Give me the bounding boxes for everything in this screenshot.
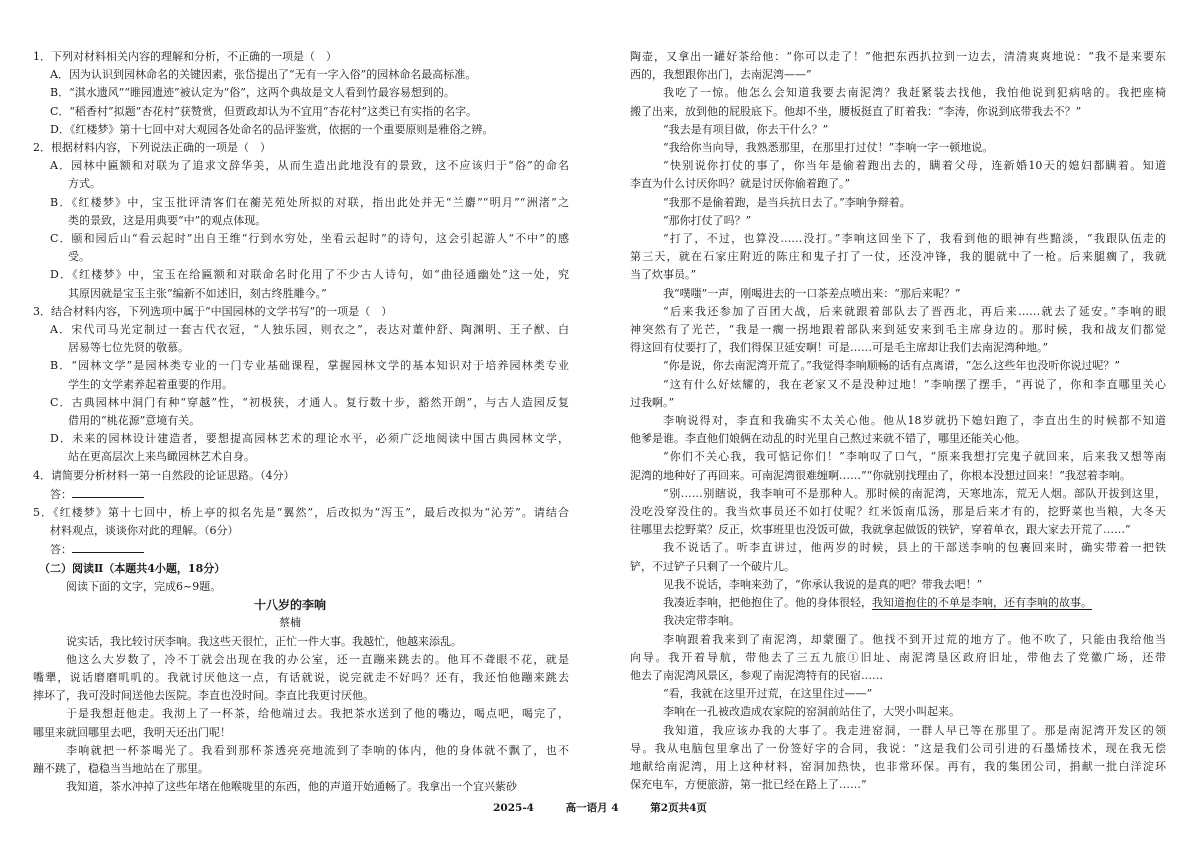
story-right-a-paragraph-5-line-1: “快别说你打仗的事了，你当年是偷着跑出去的，瞒着父母，连新婚10天的媳妇都瞒着。知道 bbox=[663, 159, 1166, 173]
story-right-a-paragraph-15-line-2: 没吃没穿没住的。我当炊事员还不如打仗呢？红米饭南瓜汤，那是后来才有的，挖野菜也当粮，大冬天 bbox=[630, 505, 1166, 519]
question-1-option-a-line-1: A．因为认识到园林命名的关键因素，张岱提出了“无有一字入俗”的园林命名最高标准。 bbox=[50, 68, 477, 82]
story-right-a-paragraph-11-line-1: “你是说，你去南泥湾开荒了。”我觉得李响顺畅的话有点离谱，“怎么这些年也没听你说过呢？” bbox=[663, 359, 1120, 373]
story-right-a-paragraph-2-line-1: 我吃了一惊。他怎么会知道我要去南泥湾？我赶紧装去找他，我怕他说到犯病啥的。我把座椅 bbox=[663, 86, 1166, 100]
story-right-a-paragraph-9 bbox=[630, 285, 1166, 303]
question-2-option-c bbox=[50, 230, 569, 266]
story-right-b-paragraph-4 bbox=[630, 703, 1166, 721]
story-right-a-paragraph-10 bbox=[630, 303, 1166, 358]
story-paragraph-embrace-line-1 bbox=[630, 594, 1166, 612]
question-3-option-d-line-1: D．未来的园林设计建造者，要想提高园林艺术的理论水平，必须广泛地阅读中国古典园林文学， bbox=[50, 432, 569, 446]
story-right-a-paragraph-17-line-1: 见我不说话，李响来劲了，“你承认我说的是真的吧？带我去吧！” bbox=[663, 577, 983, 591]
story-right-a-paragraph-6 bbox=[630, 194, 1166, 212]
footer-date: 2025-4 bbox=[493, 802, 534, 814]
underlined-sentence: 我知道抱住的不单是李响，还有李响的故事。 bbox=[872, 596, 1092, 610]
question-2-option-a bbox=[50, 157, 569, 193]
question-3-option-c-line-2: 借用的“桃花源”意境有关。 bbox=[68, 414, 201, 428]
story-right-b-paragraph-3-line-1: “看，我就在这里开过荒，在这里住过——” bbox=[663, 687, 873, 701]
question-5-stem-line-1: 5．《红楼梦》第十七回中，桥上亭的拟名先是“翼然”，后改拟为“泻玉”，最后改拟为“沁芳”。请结合 bbox=[33, 506, 569, 520]
story-right-a-paragraph-3 bbox=[630, 121, 1166, 139]
question-1-stem-line-1: 1．下列对材料相关内容的理解和分析，不正确的一项是（ ） bbox=[33, 50, 337, 63]
question-5-stem bbox=[33, 504, 569, 540]
story-right-b-paragraph-5-line-1: 我知道，我应该办我的大事了。我走进窑洞，一群人早已等在那里了。那是南泥湾开发区的领 bbox=[663, 723, 1166, 737]
answer-label: 答： bbox=[50, 543, 72, 557]
story-right-a-paragraph-1-line-2: 西的，我想跟你出门，去南泥湾——” bbox=[630, 68, 812, 82]
story-right-a-paragraph-15-line-1: “别……别瞎说，我李响可不是那种人。那时候的南泥湾，天寒地冻，荒无人烟。部队开拔到这里， bbox=[663, 486, 1166, 500]
right-column bbox=[630, 48, 1166, 794]
story-left-paragraph-1-line-1: 说实话，我比较讨厌李响。我这些天很忙，正忙一件大事。我越忙，他越来添乱。 bbox=[66, 634, 462, 648]
question-4-stem-line-1: 4．请简要分析材料一第一自然段的论证思路。（4分） bbox=[33, 468, 295, 482]
question-2-option-c-line-2: 受。 bbox=[68, 250, 90, 264]
question-3-option-b bbox=[50, 357, 569, 393]
story-left-paragraph-2-line-1: 他这么大岁数了，冷不丁就会出现在我的办公室，还一直蹦来跳去的。他耳不聋眼不花，就是 bbox=[66, 652, 569, 666]
story-right-a-paragraph-10-line-3: 得这回有仗要打了，我们得保卫延安啊！可是……可是毛主席却让我们去南泥湾种地。” bbox=[630, 341, 1049, 355]
answer-label: 答： bbox=[50, 487, 72, 501]
answer-blank bbox=[72, 540, 144, 553]
question-1-option-c bbox=[50, 103, 569, 121]
story-right-a-paragraph-2-line-2: 搬了出来，放到他的屁股底下。他却不坐，腰板挺直了盯着我：“李涛，你说到底带我去不？” bbox=[630, 104, 1082, 118]
question-3-option-d-line-2: 站在更高层次上来鸟瞰园林艺术自身。 bbox=[68, 450, 255, 464]
story-left-paragraph-2-line-2: 嘴犟，说话磨磨叽叽的。我就讨厌他这一点，有话就说，说完就走不好吗？还有，我还怕他蹦来跳去 bbox=[33, 670, 569, 684]
story-right-a bbox=[630, 48, 1166, 594]
page-footer bbox=[0, 799, 1200, 817]
story-right-b-paragraph-2-line-3: 他去了南泥湾风景区，参观了南泥湾特有的民宿…… bbox=[630, 668, 883, 682]
story-right-b-paragraph-5-line-2: 导。我从电脑包里拿出了一份签好字的合同，我说：“这是我们公司引进的石墨烯技术，现在我无偿 bbox=[630, 741, 1166, 755]
story-left-paragraph-3-line-1: 于是我想赶他走。我沏上了一杯茶，给他端过去。我把茶水送到了他的嘴边，喝点吧，喝完了， bbox=[66, 707, 569, 721]
story-left-paragraph-5 bbox=[33, 778, 569, 796]
story-right-a-paragraph-15 bbox=[630, 485, 1166, 540]
story-right-a-paragraph-14-line-1: “你们不关心我，我可惦记你们！”李响叹了口气，“原来我想打完鬼子就回来，后来我又想等南 bbox=[663, 450, 1166, 464]
question-2-option-d-line-1: D．《红楼梦》中，宝玉在给匾额和对联命名时化用了不少古人诗句，如“曲径通幽处”这一处，究 bbox=[50, 268, 569, 282]
question-2-option-b-line-2: 类的景致，这是用典要“中”的观点体现。 bbox=[68, 213, 267, 227]
question-3-option-c bbox=[50, 394, 569, 430]
story-right-b-paragraph-5 bbox=[630, 722, 1166, 795]
question-3-option-a bbox=[50, 321, 569, 357]
question-3-option-c-line-1: C．古典园林中洞门有种“穿越”性，“初极狭，才通人。复行数十步，豁然开朗”，与古人造园反复 bbox=[50, 395, 569, 409]
story-right-a-paragraph-10-line-1: “后来我还参加了百团大战，后来就跟着部队去了晋西北，再后来……就去了延安。”李响的眼 bbox=[663, 304, 1166, 318]
question-1-stem bbox=[33, 48, 569, 66]
story-left-paragraph-3-line-2: 哪里来就回哪里去吧，我明天还出门呢！ bbox=[33, 725, 231, 739]
story-title: 十八岁的李响 bbox=[253, 598, 326, 613]
story-right-a-paragraph-16-line-2: 铲，不过铲子只剩了一个破片儿。 bbox=[630, 559, 795, 573]
question-3-stem bbox=[33, 303, 569, 321]
story-right-b-paragraph-5-line-4: 保充电车，方便旅游，第一批已经在路上了……” bbox=[630, 778, 867, 792]
story-left-paragraph-1 bbox=[33, 633, 569, 651]
section-instruction: 阅读下面的文字，完成6~9题。 bbox=[66, 579, 222, 593]
question-1-option-d-line-1: D．《红楼梦》第十七回中对大观园各处命名的品评鉴赏，依据的一个重要原则是雅俗之辨。 bbox=[50, 122, 494, 136]
question-3-option-a-line-1: A．宋代司马光定制过一套古代衣冠，“人独乐园，则衣之”，表达对董仲舒、陶渊明、王子猷、白 bbox=[50, 323, 569, 337]
story-right-b-paragraph-2-line-1: 李响跟着我来到了南泥湾，却蒙圈了。他找不到开过荒的地方了。他不吹了，只能由我给他当 bbox=[663, 632, 1166, 646]
story-right-a-paragraph-1-line-1: 陶壶，又拿出一罐好茶给他：“你可以走了！”他把东西扒拉到一边去，清清爽爽地说：“我不是来要东 bbox=[630, 50, 1166, 63]
footer-exam: 高一语月 4 bbox=[565, 802, 619, 814]
question-2-option-c-line-1: C．颐和园后山“看云起时”出自王维“行到水穷处，坐看云起时”的诗句，这会引起游人“不中”的感 bbox=[50, 232, 569, 246]
question-1-option-a bbox=[50, 66, 569, 84]
story-right-a-paragraph-8 bbox=[630, 230, 1166, 285]
question-5 bbox=[33, 504, 569, 560]
story-right-a-paragraph-8-line-3: 当了炊事员。” bbox=[630, 268, 697, 282]
story-right-a-paragraph-12-line-1: “这有什么好炫耀的，我在老家又不是没种过地！”李响摆了摆手，“再说了，你和李直哪里关心 bbox=[663, 377, 1166, 391]
footer-page-number: 第2页共4页 bbox=[650, 802, 707, 814]
story-right-a-paragraph-6-line-1: “我那不是偷着跑，是当兵抗日去了。”李响争辩着。 bbox=[663, 195, 911, 209]
question-1-option-b-line-1: B．“淇水遗风”“睢园遗迹”被认定为“俗”，这两个典故是文人看到竹最容易想到的。 bbox=[50, 86, 455, 100]
story-paragraph-embrace bbox=[630, 594, 1166, 612]
story-right-a-paragraph-7 bbox=[630, 212, 1166, 230]
question-2 bbox=[33, 139, 569, 303]
story-right-a-paragraph-14 bbox=[630, 448, 1166, 484]
question-4 bbox=[33, 467, 569, 504]
story-left-paragraph-5-line-1: 我知道，茶水冲掉了这些年堵在他喉咙里的东西，他的声道开始通畅了。我拿出一个宜兴紫砂 bbox=[66, 780, 517, 794]
question-4-stem bbox=[33, 467, 569, 485]
question-2-stem-line-1: 2．根据材料内容，下列说法正确的一项是（ ） bbox=[33, 141, 271, 155]
story-right-a-paragraph-13 bbox=[630, 412, 1166, 448]
story-right-a-paragraph-5 bbox=[630, 157, 1166, 193]
answer-blank bbox=[72, 485, 144, 498]
story-right-a-paragraph-5-line-2: 李直为什么讨厌你吗？就是讨厌你偷着跑了。” bbox=[630, 177, 851, 191]
section-heading: （二）阅读Ⅱ（本题共4小题，18分） bbox=[39, 561, 226, 575]
question-4-answer bbox=[50, 485, 569, 504]
story-right-a-paragraph-8-line-1: “打了，不过，也算没……没打。”李响这回坐下了，我看到他的眼神有些黯淡，“我跟队伍走的 bbox=[663, 232, 1166, 246]
story-right-a-paragraph-14-line-2: 泥湾的地种好了再回来。可南泥湾很难缠啊……”“你就别找理由了，你根本没想过回来！”我怼着李响。 bbox=[630, 468, 1131, 482]
story-right-b-paragraph-5-line-3: 地献给南泥湾，用上这种材料，窑洞加热快，也非常环保。再有，我的集团公司，捐献一批白洋淀环 bbox=[630, 759, 1166, 773]
story-right-a-paragraph-4-line-1: “我给你当向导，我熟悉那里，在那里打过仗！”李响一字一顿地说。 bbox=[663, 141, 994, 155]
embrace-text: 我凑近李响，把他抱住了。他的身体很轻， bbox=[663, 596, 872, 610]
story-right-b-paragraph-1-line-1: 我决定带李响。 bbox=[663, 614, 740, 628]
story-right-a-paragraph-10-line-2: 神突然有了光芒，“我是一瘸一拐地跟着部队来到延安来到毛主席身边的。那时候，我和战友们都觉 bbox=[630, 323, 1166, 337]
story-right-b bbox=[630, 612, 1166, 794]
story-right-b-paragraph-3 bbox=[630, 685, 1166, 703]
story-right-a-paragraph-11 bbox=[630, 357, 1166, 375]
story-left-paragraph-2-line-3: 摔坏了，我可没时间送他去医院。李直也没时间。李直比我更讨厌他。 bbox=[33, 689, 374, 703]
story-right-a-paragraph-2 bbox=[630, 84, 1166, 120]
story-right-a-paragraph-16-line-1: 我不说话了。听李直讲过，他两岁的时候，县上的干部送李响的包裹回来时，确实带着一把铁 bbox=[663, 541, 1166, 555]
question-2-option-b bbox=[50, 194, 569, 230]
story-right-a-paragraph-13-line-1: 李响说得对，李直和我确实不太关心他。他从18岁就扔下媳妇跑了，李直出生的时候都不知道 bbox=[663, 414, 1166, 428]
question-3-option-b-line-1: B．“园林文学”是园林类专业的一门专业基础课程，掌握园林文学的基本知识对于培养园林类专业 bbox=[50, 359, 569, 373]
story-right-a-paragraph-4 bbox=[630, 139, 1166, 157]
question-2-option-a-line-1: A．园林中匾额和对联为了追求文辞华美，从而生造出此地没有的景致，这不应该归于“俗”的命名 bbox=[50, 159, 569, 173]
story-left-paragraph-4-line-1: 李响就把一杯茶喝光了。我看到那杯茶透亮亮地流到了李响的体内，他的身体就不飘了，也不 bbox=[66, 743, 569, 757]
question-2-option-b-line-1: B．《红楼梦》中，宝玉批评清客们在蘅芜苑处所拟的对联，指出此处并无“兰麝”“明月”“洲渚”之 bbox=[50, 195, 569, 209]
story-right-a-paragraph-7-line-1: “那你打仗了吗？” bbox=[663, 213, 752, 227]
question-3-option-a-line-2: 居易等七位先贤的敬慕。 bbox=[68, 341, 189, 355]
story-right-a-paragraph-16 bbox=[630, 539, 1166, 575]
story-left-paragraph-3 bbox=[33, 705, 569, 741]
question-5-stem-line-2: 材料观点，谈谈你对此的理解。（6分） bbox=[50, 524, 239, 538]
question-2-option-d-line-2: 其原因就是宝玉主张“编新不如述旧，刻古终胜雕今。” bbox=[68, 286, 327, 300]
story-right-a-paragraph-9-line-1: 我“噗嗤”一声，刚喝进去的一口茶差点喷出来：“那后来呢？” bbox=[663, 286, 961, 300]
question-3-stem-line-1: 3．结合材料内容，下列选项中属于“中国园林的文学书写”的一项是（ ） bbox=[33, 304, 393, 318]
story-right-b-paragraph-4-line-1: 李响在一孔被改造成农家院的窑洞前站住了，大哭小叫起来。 bbox=[663, 705, 960, 719]
story-right-a-paragraph-3-line-1: “我去是有项目做，你去干什么？” bbox=[663, 122, 829, 136]
question-3 bbox=[33, 303, 569, 467]
question-3-option-d bbox=[50, 430, 569, 466]
question-1-option-c-line-1: C．“稻香村”拟题“杏花村”获赞赏，但贾政却认为不宜用“杏花村”这类已有实指的名字。 bbox=[50, 104, 478, 118]
story-right-a-paragraph-13-line-2: 他爹是谁。李直他们娘俩在动乱的时光里自己熬过来就不错了，哪里还能关心他。 bbox=[630, 432, 1026, 446]
story-right-a-paragraph-12 bbox=[630, 376, 1166, 412]
left-column bbox=[33, 48, 569, 796]
question-2-stem bbox=[33, 139, 569, 157]
story-right-b-paragraph-2 bbox=[630, 631, 1166, 686]
question-5-answer bbox=[50, 540, 569, 559]
question-1-option-b bbox=[50, 84, 569, 102]
story-right-a-paragraph-17 bbox=[630, 576, 1166, 594]
story-right-a-paragraph-12-line-2: 过我啊。” bbox=[630, 395, 675, 409]
story-left-paragraph-2 bbox=[33, 651, 569, 706]
story-right-b-paragraph-1 bbox=[630, 612, 1166, 630]
story-left bbox=[33, 633, 569, 797]
story-right-a-paragraph-8-line-2: 第三天，就在石家庄附近的陈庄和鬼子打了一仗，还没冲锋，我的腿就中了一枪。后来腿瘸了，我就 bbox=[630, 250, 1166, 264]
story-right-b-paragraph-2-line-2: 向导。我开着导航，带他去了三五九旅①旧址、南泥湾垦区政府旧址，带他去了党徽广场，还带 bbox=[630, 650, 1166, 664]
question-2-option-a-line-2: 方式。 bbox=[68, 177, 101, 191]
question-2-option-d bbox=[50, 266, 569, 302]
question-1-option-d bbox=[50, 121, 569, 139]
question-1 bbox=[33, 48, 569, 139]
question-3-option-b-line-2: 学生的文学素养起着重要的作用。 bbox=[68, 377, 233, 391]
story-right-a-paragraph-15-line-3: 往哪里去挖野菜？反正，炊事班里也没饭可做，我就拿起做饭的铁铲，穿着单衣，跟大家去开荒了……” bbox=[630, 523, 1131, 537]
story-right-a-paragraph-1 bbox=[630, 48, 1166, 84]
story-left-paragraph-4 bbox=[33, 742, 569, 778]
story-left-paragraph-4-line-2: 蹦不跳了，稳稳当当地站在了那里。 bbox=[33, 761, 209, 775]
story-author: 蔡楠 bbox=[279, 616, 301, 630]
